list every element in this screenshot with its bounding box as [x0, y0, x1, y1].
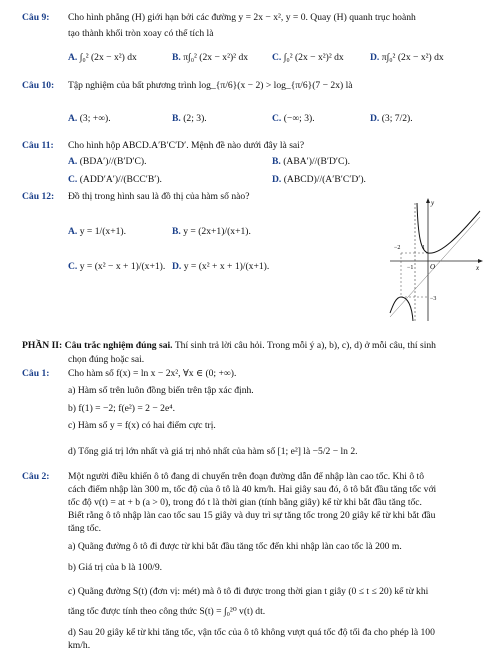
p2-line1: Một người điều khiển ô tô đang di chuyển trên đoạn đường dẫn để nhập làn cao tốc. Khi ô tô: [68, 471, 424, 482]
q11-option-b: B. (ABA′)//(B′D′C).: [272, 156, 351, 167]
q9-line1: [22, 12, 49, 24]
graph-curve-right: [417, 203, 480, 253]
p2-d2: km/h.: [68, 640, 91, 651]
graph-label-m2: −2: [394, 245, 401, 251]
graph-label-m3: −3: [430, 296, 437, 302]
part2-text2: chọn đúng hoặc sai.: [68, 354, 145, 365]
p1-d: d) Tổng giá trị lớn nhất và giá trị nhỏ nhất của hàm số [1; e²] là −5/2 − ln 2.: [68, 446, 358, 457]
q12-option-d: D. y = (x² + x + 1)/(x+1).: [172, 261, 270, 272]
p2-line5: tăng tốc.: [68, 523, 102, 534]
x-axis-arrow-icon: [478, 259, 483, 263]
p2-line3: tốc độ v(t) = at + b (a > 0), trong đó t là thời gian (tính bằng giây) kể từ khi bắt đầu tăng tốc.: [68, 497, 422, 508]
q9-option-c: C. ∫₀² (2x − x²)² dx: [272, 52, 344, 63]
q10-option-b: B. (2; 3).: [172, 113, 207, 124]
q11-option-c: C. (ADD′A′)//(BCC′B′).: [68, 174, 162, 185]
p1-number: Câu 1:: [22, 368, 50, 379]
p2-number: Câu 2:: [22, 471, 50, 482]
q10-number: Câu 10:: [22, 80, 55, 91]
p2-line2: cách điểm nhập làn 300 m, tốc độ của ô tô là 40 km/h. Hai giây sau đó, ô tô bắt đầu tăng tốc với: [68, 484, 437, 495]
q9-number: Câu 9:: [22, 12, 50, 23]
p2-d1: d) Sau 20 giây kể từ khi tăng tốc, vận tốc của ô tô không vượt quá tốc độ tối đa cho phép là 100: [68, 627, 435, 638]
q10-text: Tập nghiệm của bất phương trình log_{π/6}(x − 2) > log_{π/6}(7 − 2x) là: [68, 80, 353, 91]
p1-a: a) Hàm số trên luôn đồng biến trên tập xác định.: [68, 385, 254, 396]
q12-option-a: A. y = 1/(x+1).: [68, 226, 126, 237]
p1-b: b) f(1) = −2; f(e²) = 2 − 2e⁴.: [68, 403, 175, 414]
graph-label-x: x: [476, 264, 480, 272]
q12-option-b: B. y = (2x+1)/(x+1).: [172, 226, 251, 237]
q10-option-a: A. (3; +∞).: [68, 113, 111, 124]
p2-c1: c) Quãng đường S(t) (đơn vị: mét) mà ô tô đi được trong thời gian t giây (0 ≤ t ≤ 20) kể từ khi: [68, 586, 429, 597]
y-axis-arrow-icon: [426, 198, 430, 203]
q11-number: Câu 11:: [22, 140, 54, 151]
p2-a: a) Quãng đường ô tô đi được từ khi bắt đầu tăng tốc đến khi nhập làn cao tốc là 200 m.: [68, 541, 402, 552]
p1-c: c) Hàm số y = f(x) có hai điểm cực trị.: [68, 420, 216, 431]
part2-heading: PHẦN II: Câu trắc nghiệm đúng sai. Thí sinh trả lời câu hỏi. Trong mỗi ý a), b), c), d) ở mỗi câu, thí sinh: [22, 340, 436, 351]
q12-number: Câu 12:: [22, 191, 55, 202]
q9-text1: Cho hình phẳng (H) giới hạn bởi các đường y = 2x − x², y = 0. Quay (H) quanh trục hoành: [68, 12, 416, 23]
graph-label-origin: O: [430, 263, 436, 271]
q9-text2: tạo thành khối tròn xoay có thể tích là: [68, 28, 214, 39]
graph-curve-left: [390, 297, 413, 321]
q9-option-b: B. π∫₀² (2x − x²)² dx: [172, 52, 249, 63]
q12-function-graph: [388, 197, 484, 325]
q10-option-d: D. (3; 7/2).: [370, 113, 413, 124]
q11-option-d: D. (ABCD)//(A′B′C′D′).: [272, 174, 366, 185]
p1-text: Cho hàm số f(x) = ln x − 2x², ∀x ∈ (0; +∞).: [68, 368, 237, 379]
graph-label-y: y: [431, 199, 435, 207]
q11-text: Cho hình hộp ABCD.A′B′C′D′. Mệnh đề nào dưới đây là sai?: [68, 140, 305, 151]
q9-option-d: D. π∫₀² (2x − x²) dx: [370, 52, 444, 63]
q10-option-c: C. (−∞; 3).: [272, 113, 315, 124]
p2-b: b) Giá trị của b là 100/9.: [68, 562, 163, 573]
q9-option-a: A. ∫₀² (2x − x²) dx: [68, 52, 137, 63]
graph-label-m1: −1: [407, 265, 414, 271]
p2-c2: tăng tốc được tính theo công thức S(t) = ∫₀²⁰ v(t) dt.: [68, 606, 266, 617]
q11-option-a: A. (BDA′)//(B′D′C).: [68, 156, 147, 167]
p2-line4: Biết rằng ô tô nhập làn cao tốc sau 15 giây và duy trì sự tăng tốc trong 20 giây kể từ khi bắt đầu: [68, 510, 436, 521]
q12-text: Đồ thị trong hình sau là đồ thị của hàm số nào?: [68, 191, 250, 202]
q12-option-c: C. y = (x² − x + 1)/(x+1).: [68, 261, 166, 272]
graph-label-one: 1: [422, 245, 425, 251]
